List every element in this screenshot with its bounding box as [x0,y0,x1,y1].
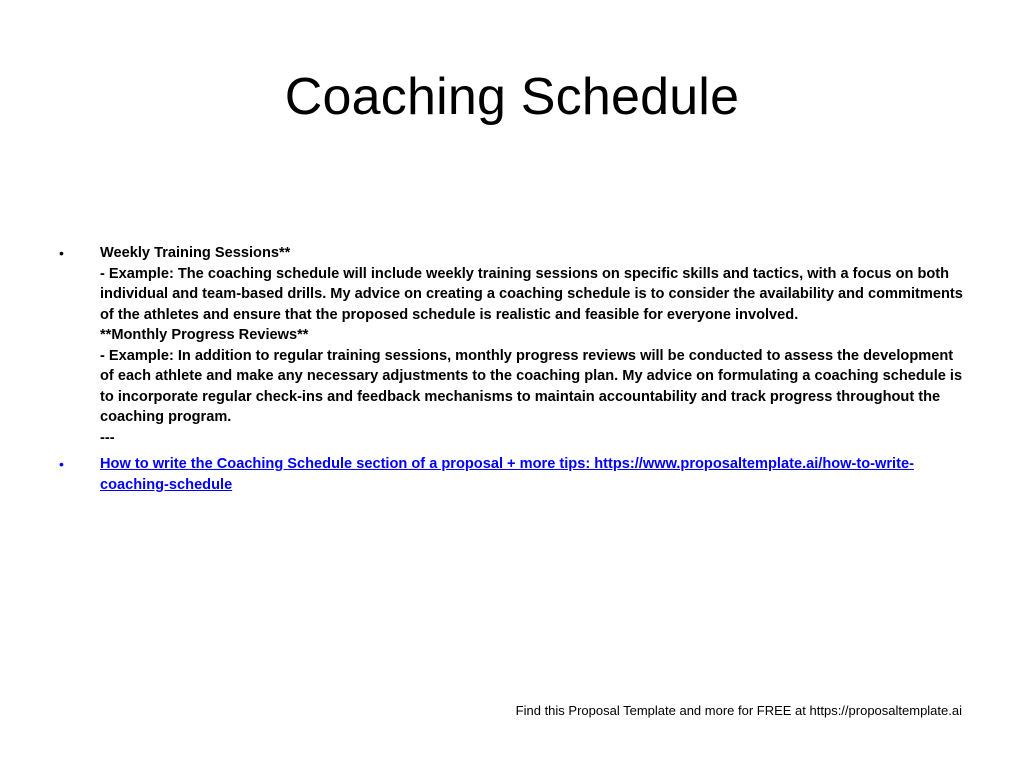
slide-title: Coaching Schedule [284,68,740,126]
monthly-reviews-heading: **Monthly Progress Reviews** [100,327,309,343]
bullet-list [55,243,970,495]
bullet-item-link [55,454,970,495]
weekly-sessions-example: - Example: The coaching schedule will include weekly training sessions on specific skills and tactics, with a focus on both individual and team-based drills. My advice on creating a coaching schedule is to consider the availability and commitments of the athletes and ensure that the proposed schedule is realistic and feasible for everyone involved. [100,265,967,323]
bullet-marker: • [59,456,64,472]
weekly-sessions-heading: Weekly Training Sessions** [100,245,291,261]
section-divider: --- [100,429,115,446]
monthly-reviews-example: - Example: In addition to regular training sessions, monthly progress reviews will be conducted to assess the development of each athlete and make any necessary adjustments to the coaching plan. My advice on formulating a coaching schedule is to incorporate regular check-ins and feedback mechanisms to maintain accountability and track progress throughout the coaching program. [100,347,967,425]
bullet-marker: • [59,245,64,261]
proposal-tips-link[interactable]: How to write the Coaching Schedule section of a proposal + more tips: https://www.proposaltemplate.ai/how-to-write-coaching-schedule [100,456,914,493]
bullet-item-schedule-details [55,243,970,448]
footer-credit: Find this Proposal Template and more for FREE at https://proposaltemplate.ai [515,703,962,718]
